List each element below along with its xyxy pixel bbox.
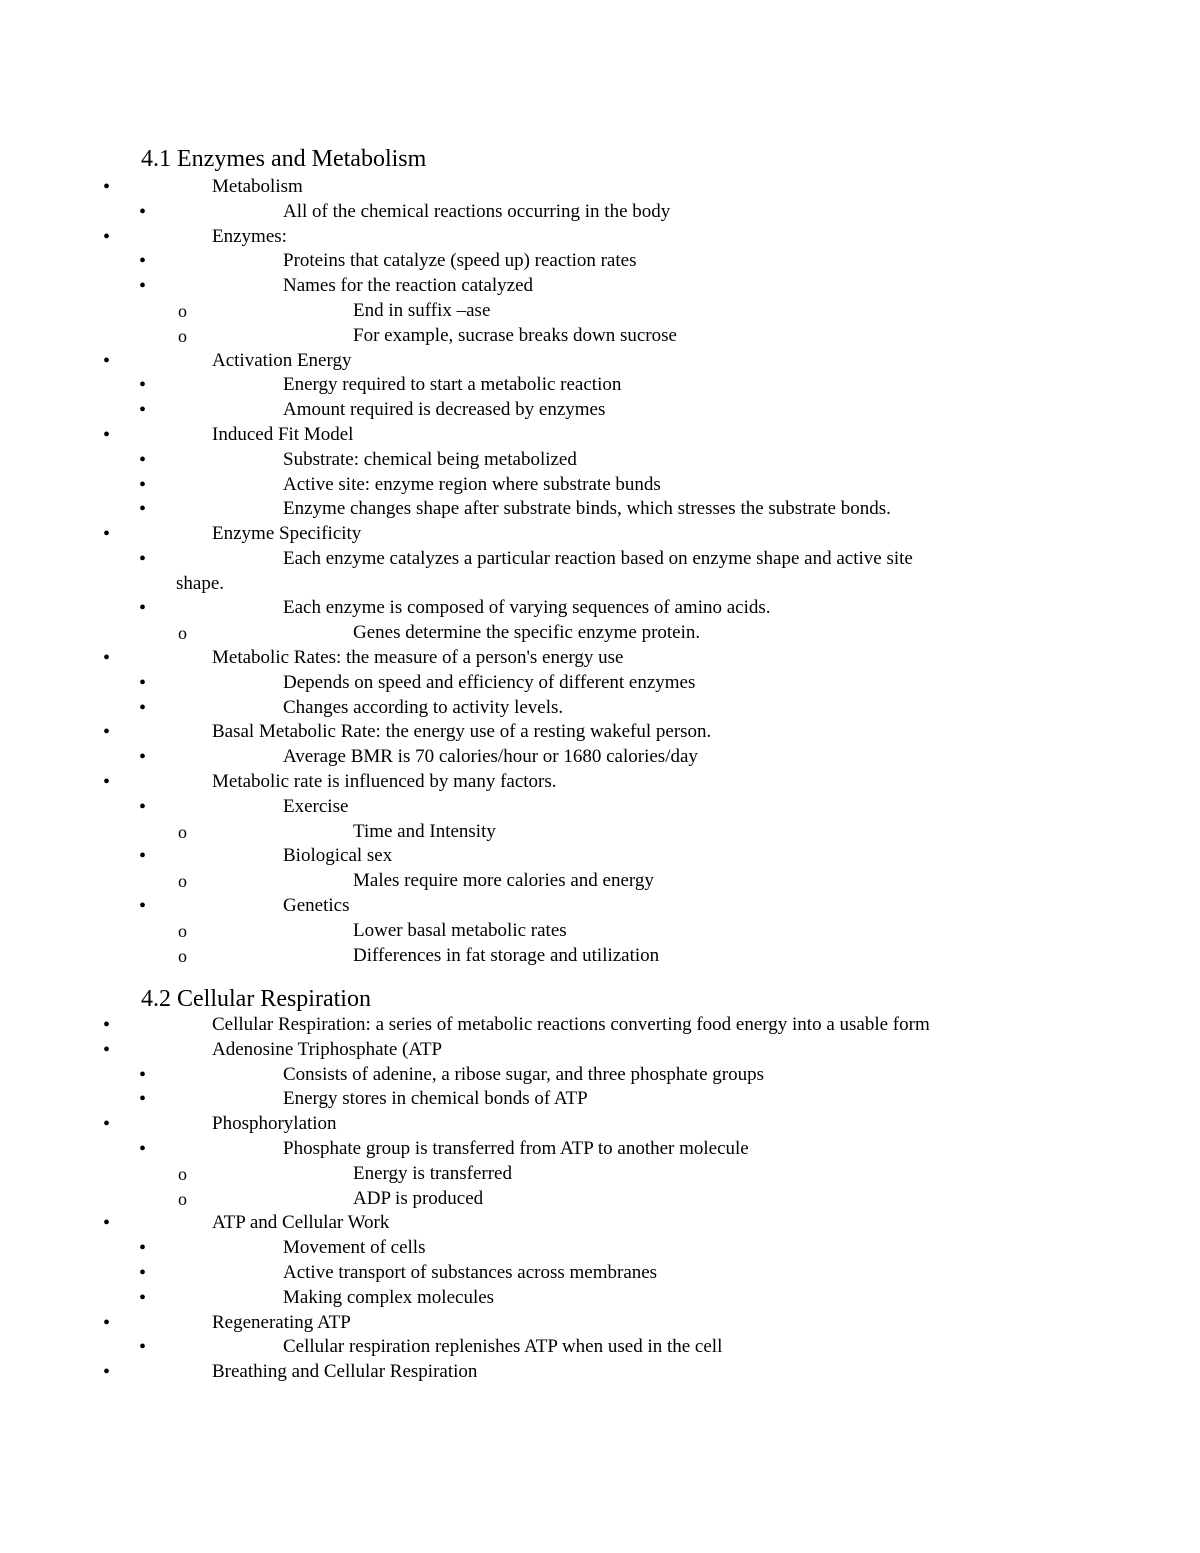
list-item-text: Phosphorylation — [212, 1113, 337, 1135]
disc-bullet-icon: • — [139, 1286, 147, 1309]
list-item — [0, 473, 1200, 497]
list-item — [0, 1236, 1200, 1260]
disc-bullet-icon: • — [103, 1038, 111, 1061]
list-item-text: Proteins that catalyze (speed up) reaction rates — [283, 250, 637, 272]
list-item — [0, 175, 1200, 199]
disc-bullet-icon: • — [103, 176, 111, 198]
list-item-text: Amount required is decreased by enzymes — [283, 399, 606, 421]
list-item — [0, 869, 1200, 893]
disc-bullet-icon: • — [103, 1361, 111, 1384]
list-item-text: Exercise — [283, 795, 349, 817]
list-item — [0, 1162, 1200, 1186]
disc-bullet-icon: • — [103, 771, 111, 793]
list-item — [0, 522, 1200, 546]
list-item-text: Enzymes: — [212, 225, 287, 247]
list-item — [0, 1137, 1200, 1161]
disc-bullet-icon: • — [103, 1311, 111, 1334]
disc-bullet-icon: • — [139, 1063, 147, 1086]
disc-bullet-icon: • — [139, 671, 147, 694]
list-item — [0, 770, 1200, 794]
disc-bullet-icon: • — [103, 721, 111, 744]
list-item — [0, 745, 1200, 769]
list-item-text: Active transport of substances across membranes — [283, 1262, 658, 1283]
disc-bullet-icon: • — [103, 1212, 111, 1235]
disc-bullet-icon: • — [103, 1014, 111, 1036]
list-item — [0, 349, 1200, 373]
disc-bullet-icon: • — [139, 200, 147, 223]
disc-bullet-icon: • — [103, 225, 111, 248]
list-item-text: Differences in fat storage and utilization — [353, 944, 660, 966]
list-item — [0, 1335, 1200, 1359]
list-item — [0, 1087, 1200, 1111]
list-item — [0, 621, 1200, 645]
disc-bullet-icon: • — [139, 1088, 147, 1111]
list-item-text: ATP and Cellular Work — [212, 1212, 390, 1234]
list-item-text: Making complex molecules — [283, 1286, 495, 1308]
circle-bullet-icon: o — [178, 301, 187, 321]
circle-bullet-icon: o — [178, 871, 187, 892]
disc-bullet-icon: • — [139, 548, 147, 570]
list-item-text: ADP is produced — [353, 1187, 484, 1209]
disc-bullet-icon: • — [139, 448, 147, 471]
list-item-text: Substrate: chemical being metabolized — [283, 448, 577, 470]
list-item — [0, 1311, 1200, 1335]
list-item — [0, 225, 1200, 249]
list-item — [0, 324, 1200, 348]
list-item — [0, 373, 1200, 397]
list-item-text: Metabolic Rates: the measure of a person's energy use — [212, 647, 624, 668]
list-item-text: Each enzyme catalyzes a particular reaction based on enzyme shape and active site — [283, 548, 913, 569]
list-item — [0, 1286, 1200, 1310]
list-item — [0, 844, 1200, 868]
list-item-text: Phosphate group is transferred from ATP to another molecule — [283, 1138, 749, 1159]
list-item-text: Breathing and Cellular Respiration — [212, 1361, 478, 1383]
disc-bullet-icon: • — [139, 1336, 147, 1359]
disc-bullet-icon: • — [139, 795, 147, 818]
list-item — [0, 1261, 1200, 1285]
list-item-text: Energy stores in chemical bonds of ATP — [283, 1088, 588, 1110]
disc-bullet-icon: • — [139, 374, 147, 397]
circle-bullet-icon: o — [178, 920, 187, 941]
list-item-continuation: shape. — [176, 572, 225, 594]
disc-bullet-icon: • — [139, 746, 147, 769]
list-item-text: Cellular respiration replenishes ATP when used in the cell — [283, 1336, 723, 1358]
list-item-text: Genes determine the specific enzyme protein. — [353, 622, 701, 644]
list-item-text: Cellular Respiration: a series of metabolic reactions converting food energy into a usable form — [212, 1014, 930, 1035]
list-item — [0, 497, 1200, 521]
disc-bullet-icon: • — [103, 1113, 111, 1136]
list-item-text: Genetics — [283, 895, 350, 916]
list-item-text: Depends on speed and efficiency of different enzymes — [283, 671, 696, 693]
circle-bullet-icon: o — [178, 325, 187, 346]
list-item — [0, 1063, 1200, 1087]
list-item-text: Regenerating ATP — [212, 1311, 351, 1333]
list-item — [0, 671, 1200, 695]
list-item — [0, 894, 1200, 918]
list-item-text: Each enzyme is composed of varying sequences of amino acids. — [283, 597, 771, 619]
disc-bullet-icon: • — [139, 473, 147, 496]
list-item-text: Consists of adenine, a ribose sugar, and three phosphate groups — [283, 1063, 764, 1085]
circle-bullet-icon: o — [178, 945, 187, 966]
disc-bullet-icon: • — [103, 647, 111, 669]
list-item — [0, 448, 1200, 472]
section-heading: 4.2 Cellular Respiration — [141, 986, 371, 1012]
list-item — [0, 1187, 1200, 1211]
list-item-text: End in suffix –ase — [353, 300, 491, 321]
list-item — [0, 1211, 1200, 1235]
list-item-text: All of the chemical reactions occurring in the body — [283, 200, 671, 222]
list-item — [0, 274, 1200, 298]
list-item-text: Basal Metabolic Rate: the energy use of a resting wakeful person. — [212, 721, 712, 743]
disc-bullet-icon: • — [139, 399, 147, 422]
disc-bullet-icon: • — [139, 696, 147, 719]
circle-bullet-icon: o — [178, 1188, 187, 1209]
list-item-text: Active site: enzyme region where substrate bunds — [283, 473, 661, 495]
disc-bullet-icon: • — [139, 275, 147, 298]
list-item — [0, 596, 1200, 620]
list-item-text: Metabolic rate is influenced by many factors. — [212, 771, 557, 792]
disc-bullet-icon: • — [139, 895, 147, 917]
list-item-text: Average BMR is 70 calories/hour or 1680 calories/day — [283, 746, 698, 768]
list-item — [0, 249, 1200, 273]
list-item — [0, 646, 1200, 670]
list-item — [0, 696, 1200, 720]
disc-bullet-icon: • — [139, 498, 147, 521]
list-item — [0, 820, 1200, 844]
list-item-text: Lower basal metabolic rates — [353, 919, 567, 941]
list-item — [0, 299, 1200, 323]
list-item-text: Biological sex — [283, 845, 393, 867]
list-item — [0, 1112, 1200, 1136]
section-heading: 4.1 Enzymes and Metabolism — [141, 146, 427, 172]
list-item-text: Induced Fit Model — [212, 424, 354, 445]
disc-bullet-icon: • — [139, 1262, 147, 1284]
list-item — [0, 547, 1200, 571]
list-item — [0, 720, 1200, 744]
list-item-text: Enzyme Specificity — [212, 523, 362, 545]
list-item-text: Enzyme changes shape after substrate binds, which stresses the substrate bonds. — [283, 498, 891, 520]
disc-bullet-icon: • — [139, 597, 147, 620]
list-item — [0, 795, 1200, 819]
list-item — [0, 200, 1200, 224]
list-item-text: Adenosine Triphosphate (ATP — [212, 1038, 443, 1060]
list-item — [0, 1013, 1200, 1037]
list-item — [0, 919, 1200, 943]
disc-bullet-icon: • — [103, 523, 111, 546]
disc-bullet-icon: • — [139, 1138, 147, 1160]
list-item-text: For example, sucrase breaks down sucrose — [353, 324, 677, 346]
circle-bullet-icon: o — [178, 821, 187, 842]
list-item-text: Movement of cells — [283, 1237, 426, 1259]
list-item — [0, 944, 1200, 968]
list-item — [0, 1360, 1200, 1384]
list-item-text: Energy is transferred — [353, 1162, 512, 1184]
list-item — [0, 423, 1200, 447]
list-item-text: Metabolism — [212, 176, 303, 197]
disc-bullet-icon: • — [103, 349, 111, 372]
list-item-text: Names for the reaction catalyzed — [283, 275, 534, 297]
list-item-text: Activation Energy — [212, 349, 352, 371]
list-item-text: Males require more calories and energy — [353, 870, 654, 892]
list-item — [0, 1038, 1200, 1062]
list-item-text: Energy required to start a metabolic reaction — [283, 374, 622, 396]
disc-bullet-icon: • — [139, 250, 147, 273]
disc-bullet-icon: • — [103, 424, 111, 446]
disc-bullet-icon: • — [139, 845, 147, 868]
circle-bullet-icon: o — [178, 623, 187, 644]
list-item-text: Time and Intensity — [353, 820, 496, 842]
circle-bullet-icon: o — [178, 1163, 187, 1184]
disc-bullet-icon: • — [139, 1237, 147, 1260]
list-item-text: Changes according to activity levels. — [283, 696, 564, 718]
list-item — [0, 398, 1200, 422]
